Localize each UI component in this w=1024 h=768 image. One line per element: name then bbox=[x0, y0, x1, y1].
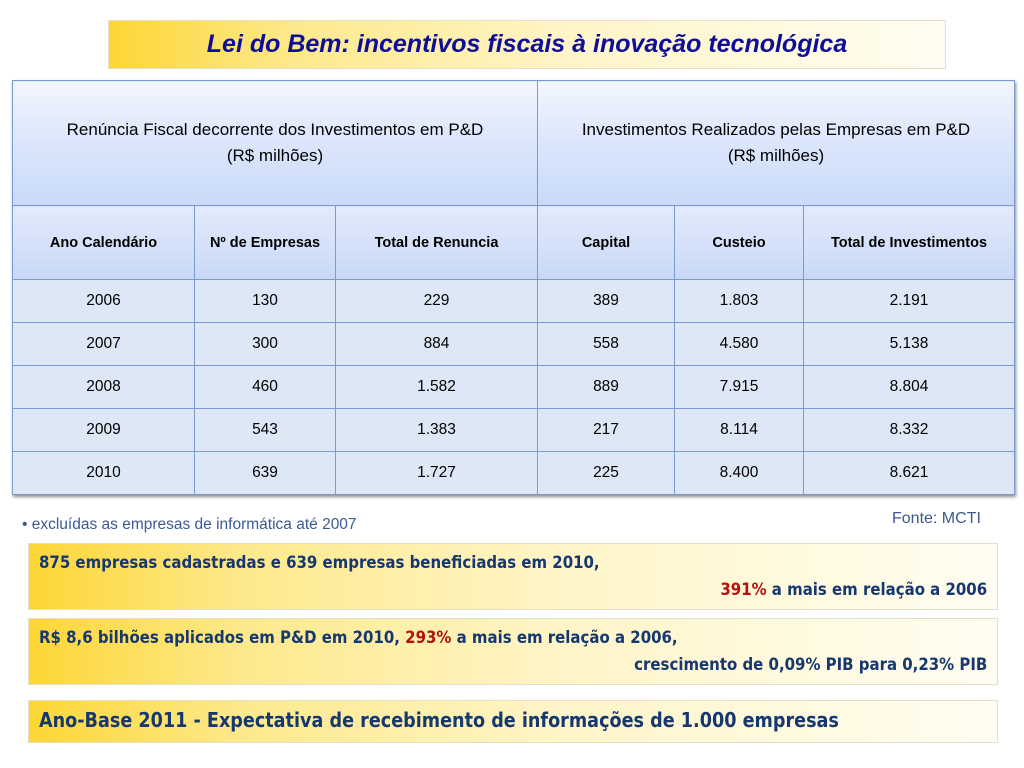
footnote: • excluídas as empresas de informática até 2007 bbox=[22, 516, 357, 533]
table-cell: 130 bbox=[195, 280, 336, 323]
table-row bbox=[13, 366, 1015, 409]
table-cell: 5.138 bbox=[804, 323, 1015, 366]
highlight-box-investment bbox=[28, 618, 998, 685]
highlight-box-companies bbox=[28, 543, 998, 610]
column-header: Custeio bbox=[675, 206, 804, 280]
source-note: Fonte: MCTI bbox=[892, 510, 981, 527]
table-row bbox=[13, 452, 1015, 495]
page-title: Lei do Bem: incentivos fiscais à inovação tecnológica bbox=[206, 30, 848, 58]
box1-percentage: 391% bbox=[720, 580, 767, 600]
table-cell: 8.400 bbox=[675, 452, 804, 495]
group-header-row bbox=[13, 81, 1015, 206]
column-header: Nº de Empresas bbox=[195, 206, 336, 280]
group-header-investimentos-line2: (R$ milhões) bbox=[727, 146, 825, 165]
table-cell: 639 bbox=[195, 452, 336, 495]
group-header-renuncia bbox=[13, 81, 538, 206]
table-cell: 1.582 bbox=[336, 366, 538, 409]
table-cell: 2007 bbox=[13, 323, 195, 366]
box2-percentage: 293% bbox=[405, 628, 452, 648]
table-cell: 300 bbox=[195, 323, 336, 366]
table-cell: 2009 bbox=[13, 409, 195, 452]
box2-line1-start: R$ 8,6 bilhões aplicados em P&D em 2010, bbox=[39, 628, 406, 648]
table-cell: 2008 bbox=[13, 366, 195, 409]
table-cell: 8.332 bbox=[804, 409, 1015, 452]
table-cell: 225 bbox=[538, 452, 675, 495]
table-row bbox=[13, 323, 1015, 366]
table-cell: 543 bbox=[195, 409, 336, 452]
table-cell: 460 bbox=[195, 366, 336, 409]
table-cell: 884 bbox=[336, 323, 538, 366]
table-cell: 1.803 bbox=[675, 280, 804, 323]
box2-line1 bbox=[39, 628, 678, 648]
column-header: Capital bbox=[538, 206, 675, 280]
column-header: Total de Renuncia bbox=[336, 206, 538, 280]
table-cell: 217 bbox=[538, 409, 675, 452]
table-row bbox=[13, 409, 1015, 452]
table-cell: 2010 bbox=[13, 452, 195, 495]
group-header-investimentos bbox=[538, 81, 1015, 206]
box1-line1: 875 empresas cadastradas e 639 empresas beneficiadas em 2010, bbox=[39, 553, 600, 573]
table-cell: 229 bbox=[336, 280, 538, 323]
table-cell: 2.191 bbox=[804, 280, 1015, 323]
table-cell: 8.804 bbox=[804, 366, 1015, 409]
table-cell: 4.580 bbox=[675, 323, 804, 366]
table-cell: 558 bbox=[538, 323, 675, 366]
table-cell: 8.621 bbox=[804, 452, 1015, 495]
table-cell: 2006 bbox=[13, 280, 195, 323]
box2-line1-end: a mais em relação a 2006, bbox=[451, 628, 678, 648]
table-cell: 8.114 bbox=[675, 409, 804, 452]
table-cell: 389 bbox=[538, 280, 675, 323]
group-header-renuncia-line2: (R$ milhões) bbox=[226, 146, 324, 165]
lei-do-bem-table bbox=[12, 80, 1015, 495]
highlight-box-expectation bbox=[28, 700, 998, 743]
title-banner bbox=[108, 20, 946, 69]
table-cell: 1.383 bbox=[336, 409, 538, 452]
box1-line2-text: a mais em relação a 2006 bbox=[766, 580, 987, 600]
group-header-renuncia-line1: Renúncia Fiscal decorrente dos Investimentos em P&D bbox=[66, 120, 484, 139]
table-row bbox=[13, 280, 1015, 323]
group-header-investimentos-line1: Investimentos Realizados pelas Empresas em P&D bbox=[581, 120, 971, 139]
box2-line2: crescimento de 0,09% PIB para 0,23% PIB bbox=[633, 655, 987, 675]
table-cell: 1.727 bbox=[336, 452, 538, 495]
column-header: Ano Calendário bbox=[13, 206, 195, 280]
column-header-row bbox=[13, 206, 1015, 280]
column-header: Total de Investimentos bbox=[804, 206, 1015, 280]
box3-text: Ano-Base 2011 - Expectativa de recebimento de informações de 1.000 empresas bbox=[39, 708, 839, 732]
table-cell: 7.915 bbox=[675, 366, 804, 409]
box1-line2 bbox=[720, 580, 987, 600]
table-cell: 889 bbox=[538, 366, 675, 409]
